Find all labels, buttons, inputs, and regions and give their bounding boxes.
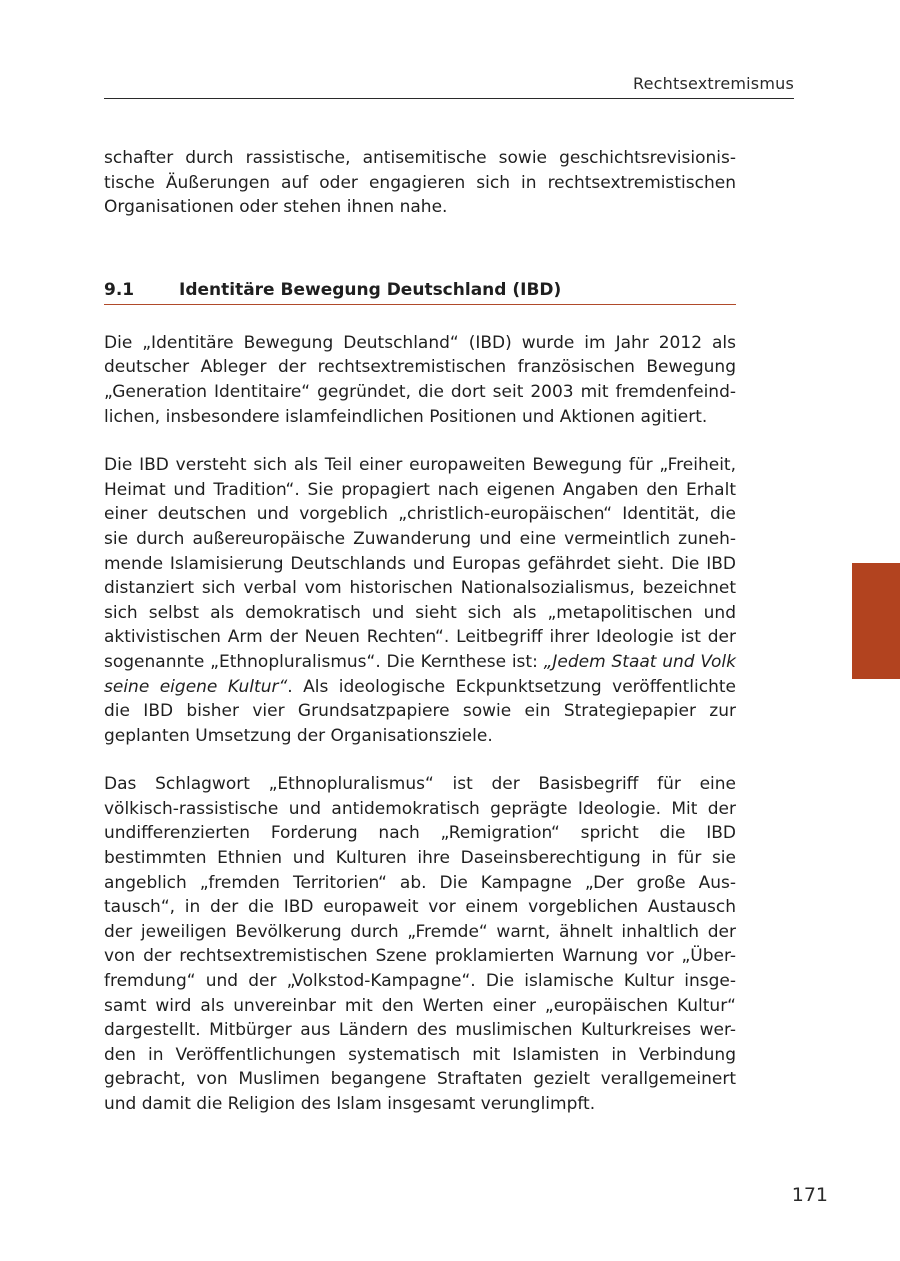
text-line: den in Veröffentlichungen systematisch mit Islamisten in Verbindung [104, 1044, 736, 1065]
italic-quote: seine eigene Kultur“ [104, 676, 288, 697]
text-line: angeblich „fremden Territorien“ ab. Die Kampagne „Der große Aus- [104, 872, 736, 893]
text-line: lichen, insbesondere islamfeindlichen Positionen und Aktionen agitiert. [104, 406, 708, 427]
text-segment: sogenannte „Ethnopluralismus“. Die Kernthese ist: [104, 651, 544, 672]
text-line: „Generation Identitaire“ gegründet, die dort seit 2003 mit fremdenfeind- [104, 381, 736, 402]
text-line: deutscher Ableger der rechtsextremistischen französischen Bewegung [104, 357, 736, 378]
text-line: sich selbst als demokratisch und sieht sich als „metapolitischen und [104, 602, 736, 623]
text-line: geplanten Umsetzung der Organisationsziele. [104, 725, 493, 746]
text-line: dargestellt. Mitbürger aus Ländern des muslimischen Kulturkreises wer- [104, 1020, 736, 1041]
text-line: die IBD bisher vier Grundsatzpapiere sowie ein Strategiepapier zur [104, 701, 736, 722]
header-rule [104, 98, 794, 99]
text-line: distanziert sich verbal vom historischen Nationalsozialismus, bezeichnet [104, 578, 736, 599]
paragraph-3 [104, 772, 736, 1116]
text-line: Das Schlagwort „Ethnopluralismus“ ist der Basisbegriff für eine [104, 774, 736, 795]
text-line: fremdung“ und der „Volkstod-Kampagne“. Die islamische Kultur insge- [104, 971, 736, 992]
section-heading [104, 278, 736, 305]
text-line: völkisch-rassistische und antidemokratisch geprägte Ideologie. Mit der [104, 798, 736, 819]
text-line: aktivistischen Arm der Neuen Rechten“. Leitbegriff ihrer Ideologie ist der [104, 627, 736, 648]
text-line: undifferenzierten Forderung nach „Remigration“ spricht die IBD [104, 823, 736, 844]
text-line: einer deutschen und vorgeblich „christlich-europäischen“ Identität, die [104, 504, 736, 525]
chapter-thumb-tab [852, 563, 900, 679]
section-number: 9.1 [104, 279, 135, 300]
text-line: Die IBD versteht sich als Teil einer europaweiten Bewegung für „Freiheit, [104, 455, 736, 476]
text-line: von der rechtsextremistischen Szene proklamierten Warnung vor „Über- [104, 946, 736, 967]
running-header: Rechtsextremismus [633, 74, 794, 93]
text-line [104, 675, 736, 700]
text-line: Die „Identitäre Bewegung Deutschland“ (IBD) wurde im Jahr 2012 als [104, 332, 736, 353]
text-line: samt wird als unvereinbar mit den Werten einer „europäischen Kultur“ [104, 995, 736, 1016]
paragraph-2 [104, 453, 736, 748]
text-line: tausch“, in der die IBD europaweit vor einem vorgeblichen Austausch [104, 897, 736, 918]
text-line: sie durch außereuropäische Zuwanderung und eine vermeintlich zuneh- [104, 528, 736, 549]
paragraph-1 [104, 331, 736, 429]
text-line: der jeweiligen Bevölkerung durch „Fremde“ warnt, ähnelt inhaltlich der [104, 921, 736, 942]
intro-paragraph [104, 146, 736, 220]
text-line: tische Äußerungen auf oder engagieren sich in rechtsextremistischen [104, 172, 736, 193]
text-line: schafter durch rassistische, antisemitische sowie geschichtsrevisionis- [104, 148, 736, 168]
text-line: Heimat und Tradition“. Sie propagiert nach eigenen Angaben den Erhalt [104, 479, 736, 500]
text-line: gebracht, von Muslimen begangene Straftaten gezielt verallgemeinert [104, 1069, 736, 1090]
text-line: Organisationen oder stehen ihnen nahe. [104, 197, 448, 218]
italic-quote: „Jedem Staat und Volk [543, 651, 736, 672]
page-body [104, 146, 736, 1117]
text-line: und damit die Religion des Islam insgesamt verunglimpft. [104, 1094, 596, 1114]
text-line: bestimmten Ethnien und Kulturen ihre Daseinsberechtigung in für sie [104, 848, 736, 869]
text-segment: . Als ideologische Eckpunktsetzung veröffentlichte [287, 676, 736, 697]
section-title: Identitäre Bewegung Deutschland (IBD) [179, 279, 562, 300]
text-line [104, 650, 736, 675]
text-line: mende Islamisierung Deutschlands und Europas gefährdet sieht. Die IBD [104, 553, 736, 574]
page-number: 171 [791, 1184, 828, 1206]
